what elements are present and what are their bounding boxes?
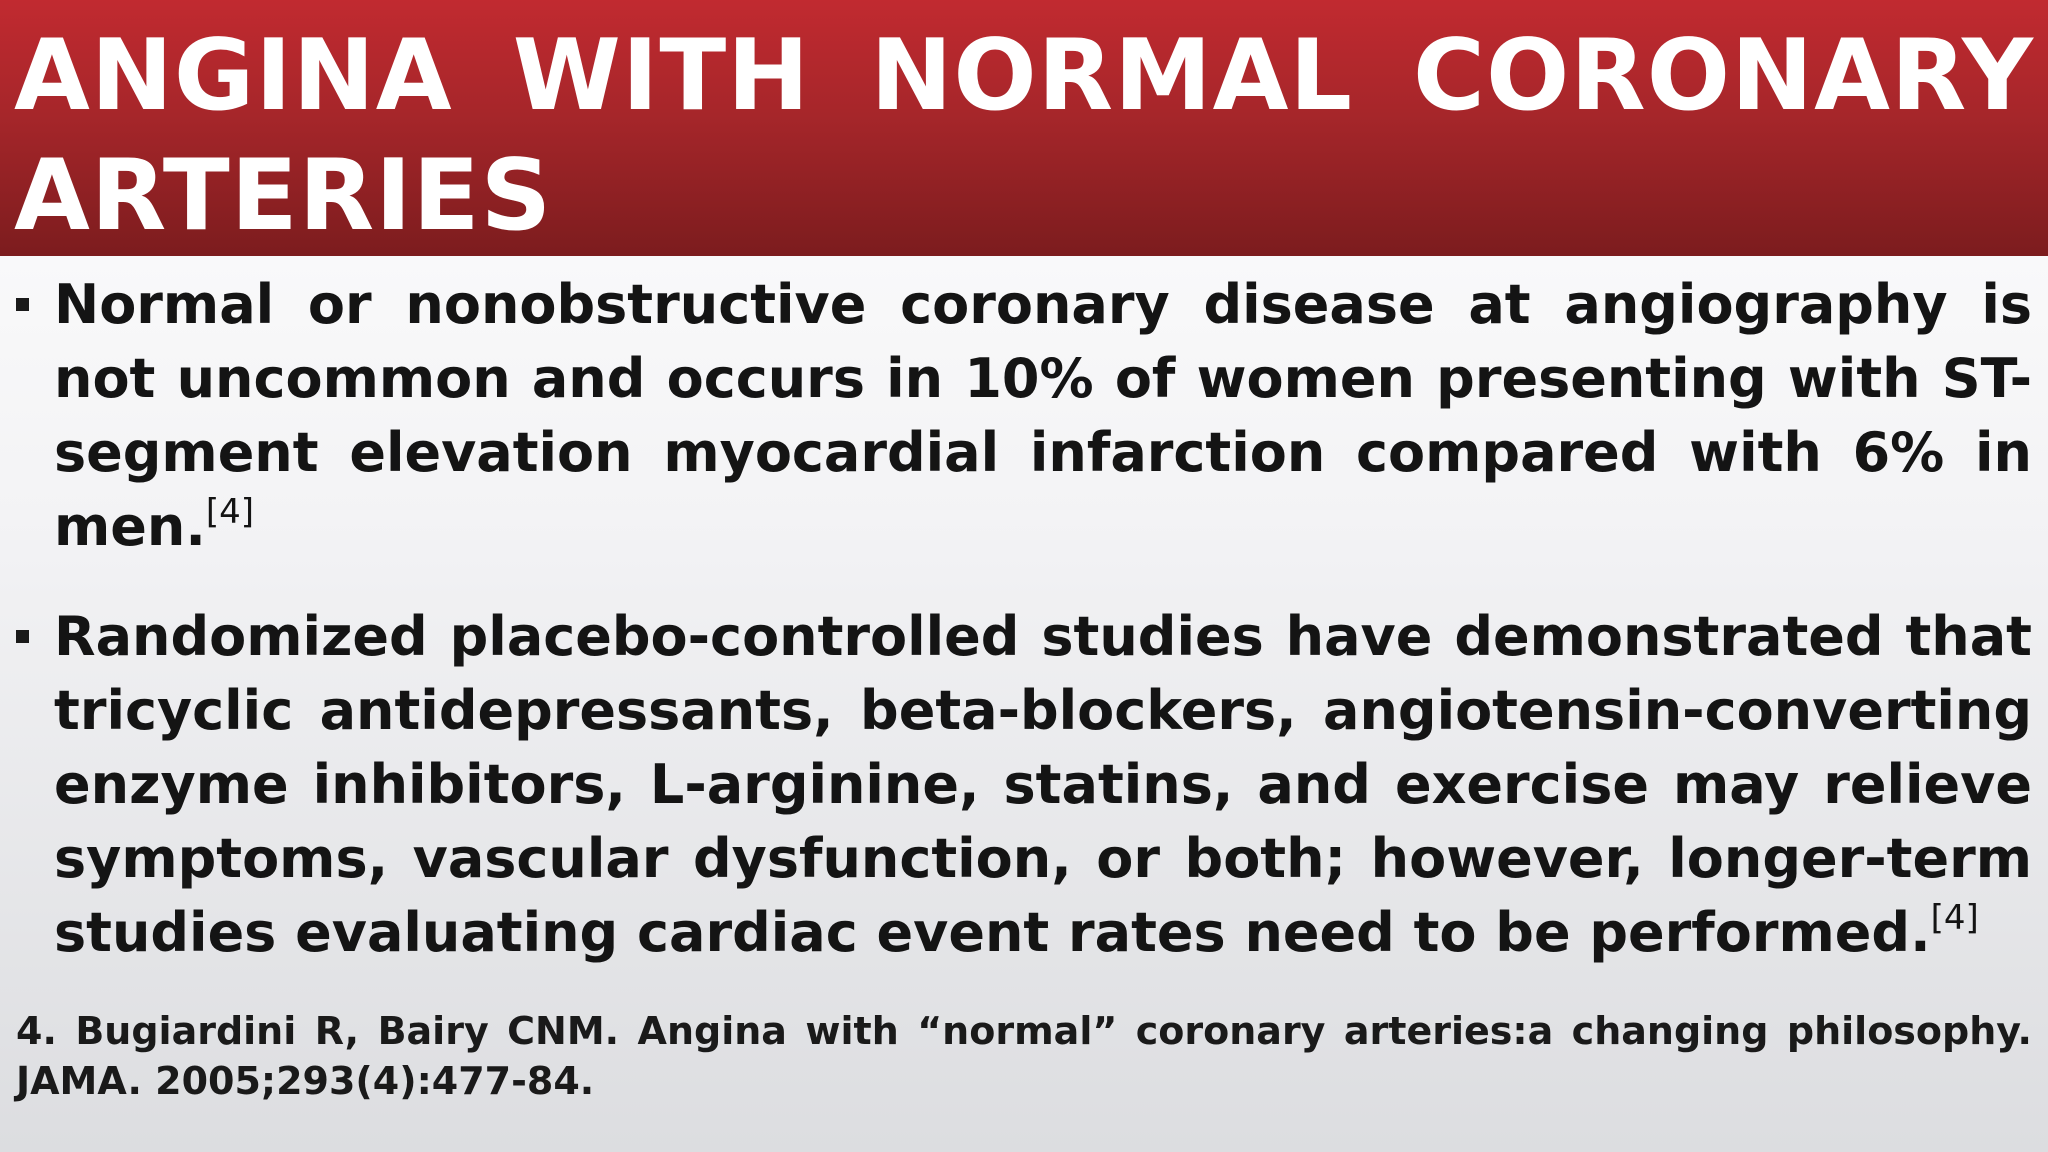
bullet-body: Normal or nonobstructive coronary disease at angiography is not uncommon and occurs in 10% of women presenting with ST-segment elevation myocardial infarction compared with 6% in men. [54, 273, 2032, 558]
citation-superscript: [4] [205, 492, 255, 532]
bullet-item [16, 600, 2032, 970]
slide-title: ANGINA WITH NORMAL CORONARY ARTERIES [14, 19, 2034, 253]
bullet-text [54, 600, 2032, 970]
bullet-body: Randomized placebo-controlled studies have demonstrated that tricyclic antidepressants, beta-blockers, angiotensin-converting enzyme inhibitors, L-arginine, statins, and exercise may relieve symptoms, vascular dysfunction, or both; however, longer-term studies evaluating cardiac event rates need to be performed. [54, 605, 2032, 964]
square-bullet-icon [16, 630, 29, 643]
bullet-text [54, 268, 2032, 564]
square-bullet-icon [16, 298, 29, 311]
bullet-item [16, 268, 2032, 564]
title-banner [0, 0, 2048, 256]
citation-superscript: [4] [1930, 898, 1979, 938]
reference-footnote: 4. Bugiardini R, Bairy CNM. Angina with “normal” coronary arteries:a changing philosophy. JAMA. 2005;293(4):477-84. [16, 1009, 2032, 1103]
bullet-list [16, 268, 2032, 1006]
